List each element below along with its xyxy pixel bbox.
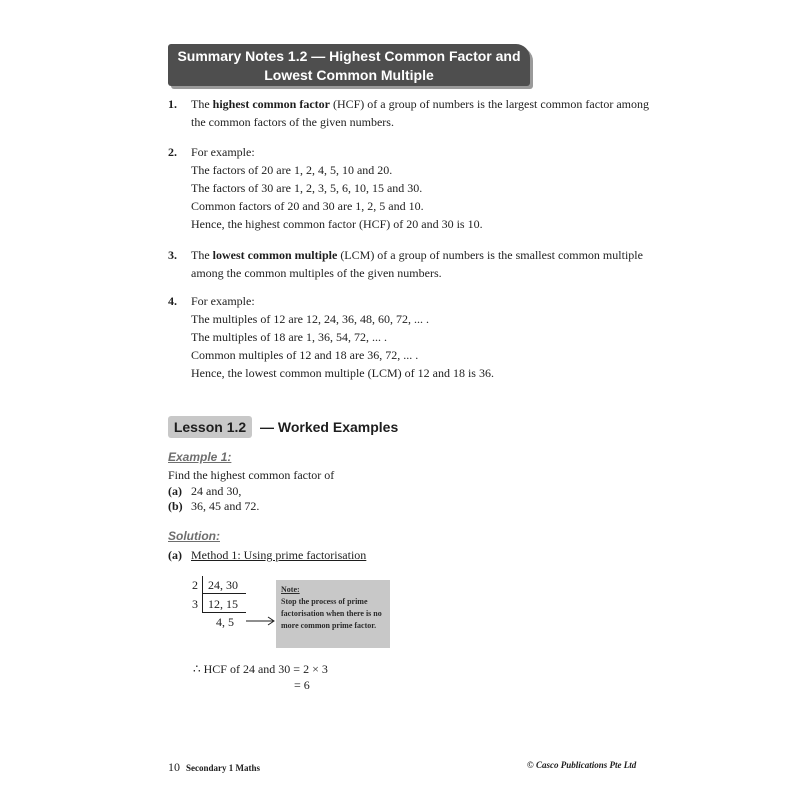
item-line: The factors of 20 are 1, 2, 4, 5, 10 and 20. xyxy=(191,163,393,177)
footer-left xyxy=(168,760,260,775)
part-text: 36, 45 and 72. xyxy=(191,499,260,513)
book-title: Secondary 1 Maths xyxy=(186,763,260,773)
result-line: ∴ HCF of 24 and 30 = 2 × 3 xyxy=(193,662,328,676)
item-line: Common factors of 20 and 30 are 1, 2, 5 and 10. xyxy=(191,199,424,213)
method-label: Method 1: Using prime factorisation xyxy=(191,548,367,562)
item-text: the common factors of the given numbers. xyxy=(191,115,394,129)
part-label: (b) xyxy=(168,499,183,513)
summary-title-line-1: Summary Notes 1.2 — Highest Common Factor and xyxy=(177,48,521,64)
division-horizontal-line xyxy=(202,593,246,594)
item-line: For example: xyxy=(191,145,255,159)
item-line: The factors of 30 are 1, 2, 3, 5, 6, 10, 15 and 30. xyxy=(191,181,423,195)
item-line: For example: xyxy=(191,294,255,308)
division-vertical-line xyxy=(202,576,203,612)
item-line: The multiples of 18 are 1, 36, 54, 72, ... . xyxy=(191,330,387,344)
result-value: = 6 xyxy=(294,678,310,692)
note-item-4 xyxy=(191,292,661,382)
example-heading: Example 1: xyxy=(168,450,232,464)
item-text: The xyxy=(191,97,213,111)
division-horizontal-line xyxy=(202,612,246,613)
note-item-1 xyxy=(191,95,661,131)
item-number: 3. xyxy=(168,248,177,262)
arrow-right-icon xyxy=(246,616,276,626)
item-text: The xyxy=(191,248,213,262)
example-prompt: Find the highest common factor of xyxy=(168,468,335,482)
item-number: 1. xyxy=(168,97,177,111)
division-row: 12, 15 xyxy=(208,597,238,611)
item-text: (HCF) of a group of numbers is the largest common factor among xyxy=(329,97,650,111)
division-row: 4, 5 xyxy=(216,615,234,629)
item-line: Hence, the highest common factor (HCF) of 20 and 30 is 10. xyxy=(191,217,483,231)
item-line: Common multiples of 12 and 18 are 36, 72, ... . xyxy=(191,348,419,362)
note-text: Stop the process of prime factorisation when there is no more common prime factor. xyxy=(281,597,382,630)
item-number: 4. xyxy=(168,294,177,308)
item-text: among the common multiples of the given numbers. xyxy=(191,266,442,280)
key-term: highest common factor xyxy=(212,97,330,111)
divisor: 2 xyxy=(192,578,198,592)
publisher-credit: © Casco Publications Pte Ltd xyxy=(527,760,637,770)
solution-heading: Solution: xyxy=(168,529,220,543)
page-number: 10 xyxy=(168,760,180,774)
item-line: The multiples of 12 are 12, 24, 36, 48, 60, 72, ... . xyxy=(191,312,429,326)
note-label: Note: xyxy=(281,585,300,594)
lesson-title: — Worked Examples xyxy=(260,419,399,435)
note-box xyxy=(276,580,390,648)
divisor: 3 xyxy=(192,597,198,611)
note-item-2 xyxy=(191,143,661,233)
part-label: (a) xyxy=(168,548,182,562)
division-row: 24, 30 xyxy=(208,578,238,592)
part-label: (a) xyxy=(168,484,182,498)
item-number: 2. xyxy=(168,145,177,159)
lesson-badge: Lesson 1.2 xyxy=(168,416,252,438)
part-text: 24 and 30, xyxy=(191,484,242,498)
summary-notes-header xyxy=(168,44,530,86)
item-text: (LCM) of a group of numbers is the smallest common multiple xyxy=(337,248,643,262)
summary-title-line-2: Lowest Common Multiple xyxy=(264,67,434,83)
item-line: Hence, the lowest common multiple (LCM) of 12 and 18 is 36. xyxy=(191,366,494,380)
note-item-3 xyxy=(191,246,661,282)
key-term: lowest common multiple xyxy=(212,248,338,262)
